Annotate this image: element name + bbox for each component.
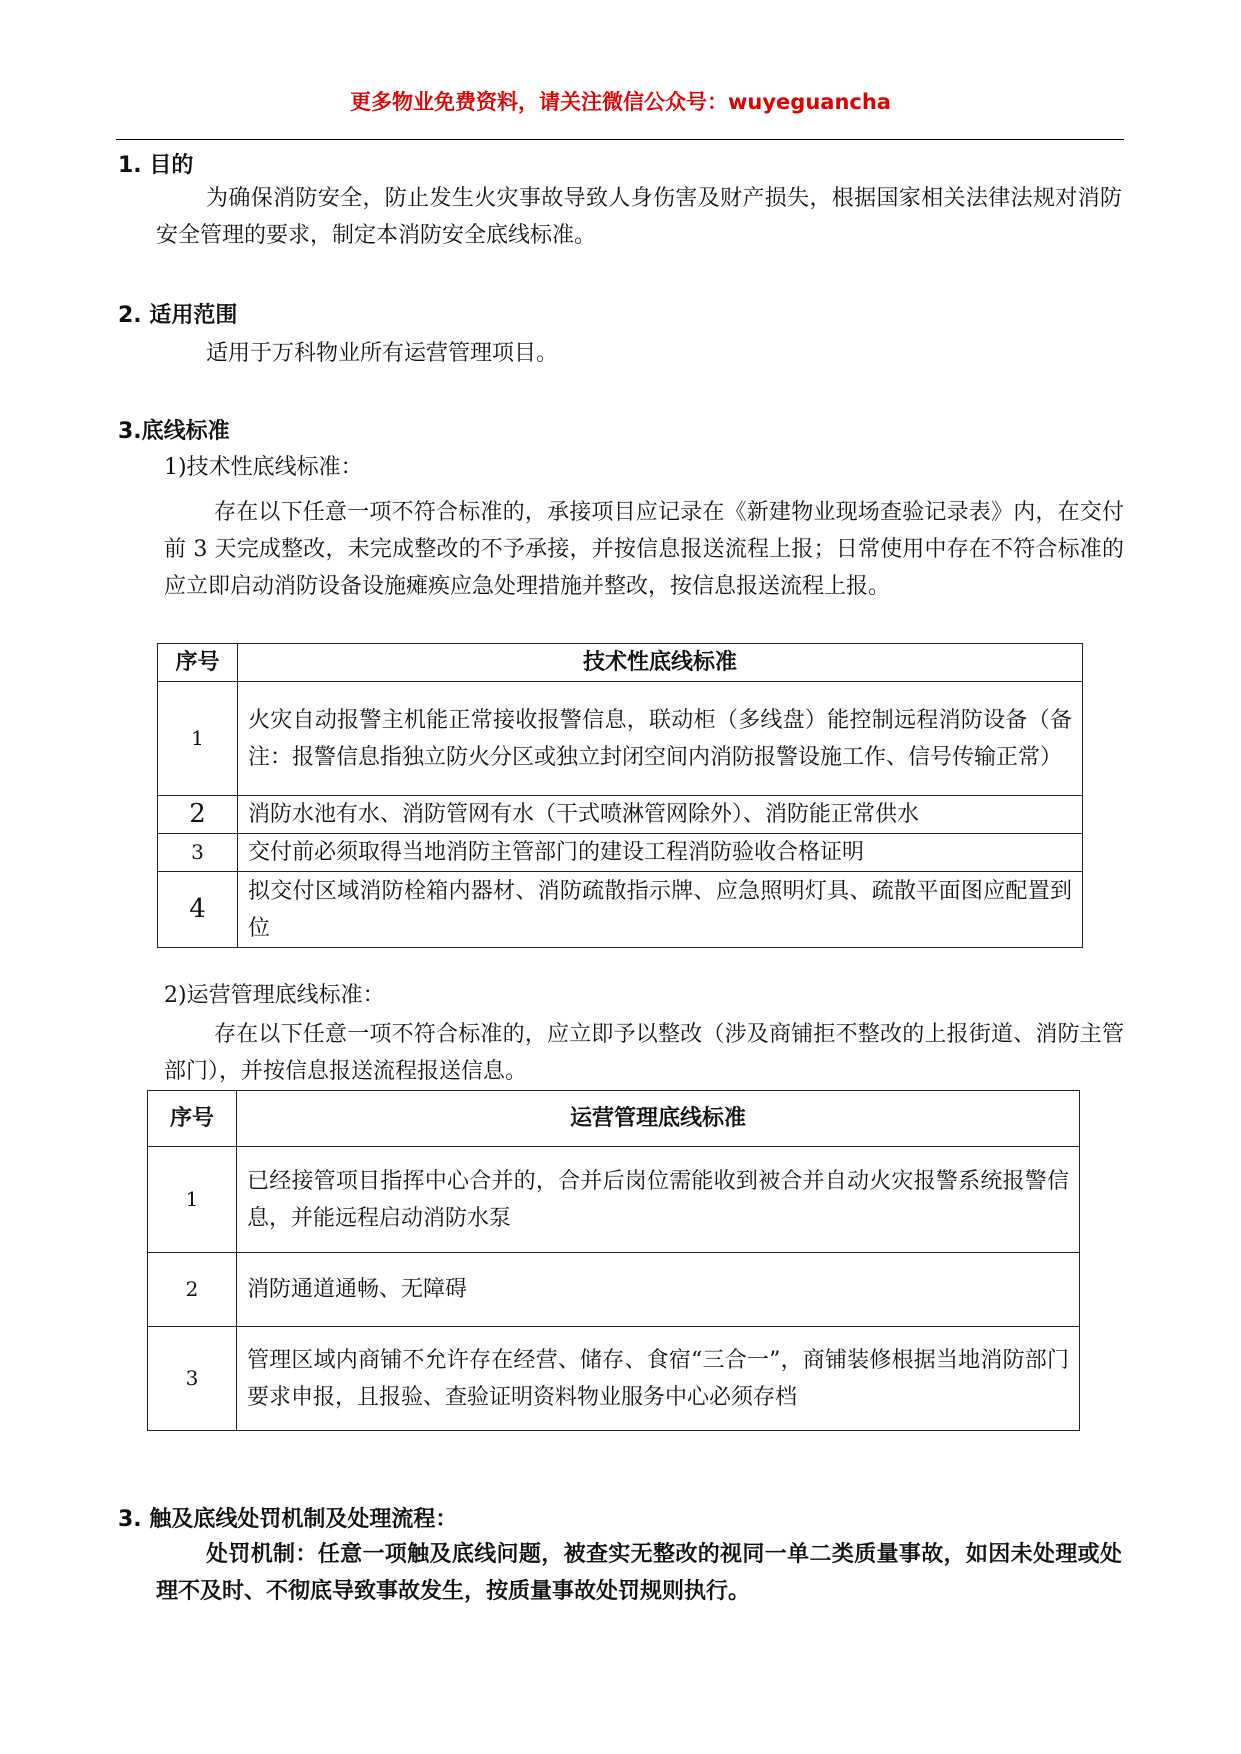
table-row xyxy=(148,1253,1080,1327)
column-header-number: 序号 xyxy=(148,1091,237,1147)
section-2-paragraph: 适用于万科物业所有运营管理项目。 xyxy=(206,341,559,366)
column-header-standard: 运营管理底线标准 xyxy=(237,1091,1080,1147)
row-number: 3 xyxy=(158,834,238,872)
section-2-title: 2. 适用范围 xyxy=(118,303,238,328)
table-row xyxy=(148,1327,1080,1431)
table-row xyxy=(148,1147,1080,1253)
row-standard: 火灾自动报警主机能正常接收报警信息，联动柜（多线盘）能控制远程消防设备（备注：报警信息指独立防火分区或独立封闭空间内消防报警设施工作、信号传输正常） xyxy=(238,682,1083,796)
promo-header: 更多物业免费资料，请关注微信公众号：wuyeguancha xyxy=(350,90,891,114)
row-standard: 消防通道通畅、无障碍 xyxy=(237,1253,1080,1327)
technical-standards-label: 1)技术性底线标准： xyxy=(164,455,363,480)
operational-standards-table xyxy=(147,1090,1080,1431)
row-standard: 管理区域内商铺不允许存在经营、储存、食宿“三合一”，商铺装修根据当地消防部门要求申报，且报验、查验证明资料物业服务中心必须存档 xyxy=(237,1327,1080,1431)
row-number: 4 xyxy=(158,872,238,948)
table-row xyxy=(158,682,1083,796)
technical-standards-paragraph: 存在以下任意一项不符合标准的，承接项目应记录在《新建物业现场查验记录表》内，在交付前 3 天完成整改，未完成整改的不予承接，并按信息报送流程上报；日常使用中存在不符合标准的应立即启动消防设备设施瘫痪应急处理措施并整改，按信息报送流程上报。 xyxy=(164,500,1124,599)
row-standard: 已经接管项目指挥中心合并的，合并后岗位需能收到被合并自动火灾报警系统报警信息，并能远程启动消防水泵 xyxy=(237,1147,1080,1253)
operational-standards-label: 2)运营管理底线标准： xyxy=(164,983,385,1008)
table-row xyxy=(158,834,1083,872)
row-number: 2 xyxy=(148,1253,237,1327)
row-standard: 交付前必须取得当地消防主管部门的建设工程消防验收合格证明 xyxy=(238,834,1083,872)
section-3-title: 3.底线标准 xyxy=(118,419,230,444)
column-header-number: 序号 xyxy=(158,644,238,682)
technical-standards-table xyxy=(157,643,1083,948)
section-1-paragraph: 为确保消防安全，防止发生火灾事故导致人身伤害及财产损失，根据国家相关法律法规对消防安全管理的要求，制定本消防安全底线标准。 xyxy=(156,186,1122,248)
table-row xyxy=(158,796,1083,834)
table-row xyxy=(158,872,1083,948)
table-header-row xyxy=(158,644,1083,682)
row-number: 1 xyxy=(148,1147,237,1253)
row-number: 3 xyxy=(148,1327,237,1431)
table-header-row xyxy=(148,1091,1080,1147)
row-number: 2 xyxy=(158,796,238,834)
operational-standards-paragraph: 存在以下任意一项不符合标准的，应立即予以整改（涉及商铺拒不整改的上报街道、消防主管部门），并按信息报送流程报送信息。 xyxy=(164,1022,1124,1084)
row-standard: 拟交付区域消防栓箱内器材、消防疏散指示牌、应急照明灯具、疏散平面图应配置到位 xyxy=(238,872,1083,948)
section-1-title: 1. 目的 xyxy=(118,153,194,178)
column-header-standard: 技术性底线标准 xyxy=(238,644,1083,682)
row-standard: 消防水池有水、消防管网有水（干式喷淋管网除外）、消防能正常供水 xyxy=(238,796,1083,834)
row-number: 1 xyxy=(158,682,238,796)
section-4-paragraph: 处罚机制：任意一项触及底线问题，被查实无整改的视同一单二类质量事故，如因未处理或处理不及时、不彻底导致事故发生，按质量事故处罚规则执行。 xyxy=(156,1542,1122,1604)
section-4-title: 3. 触及底线处罚机制及处理流程： xyxy=(118,1507,458,1532)
header-divider xyxy=(116,139,1124,140)
